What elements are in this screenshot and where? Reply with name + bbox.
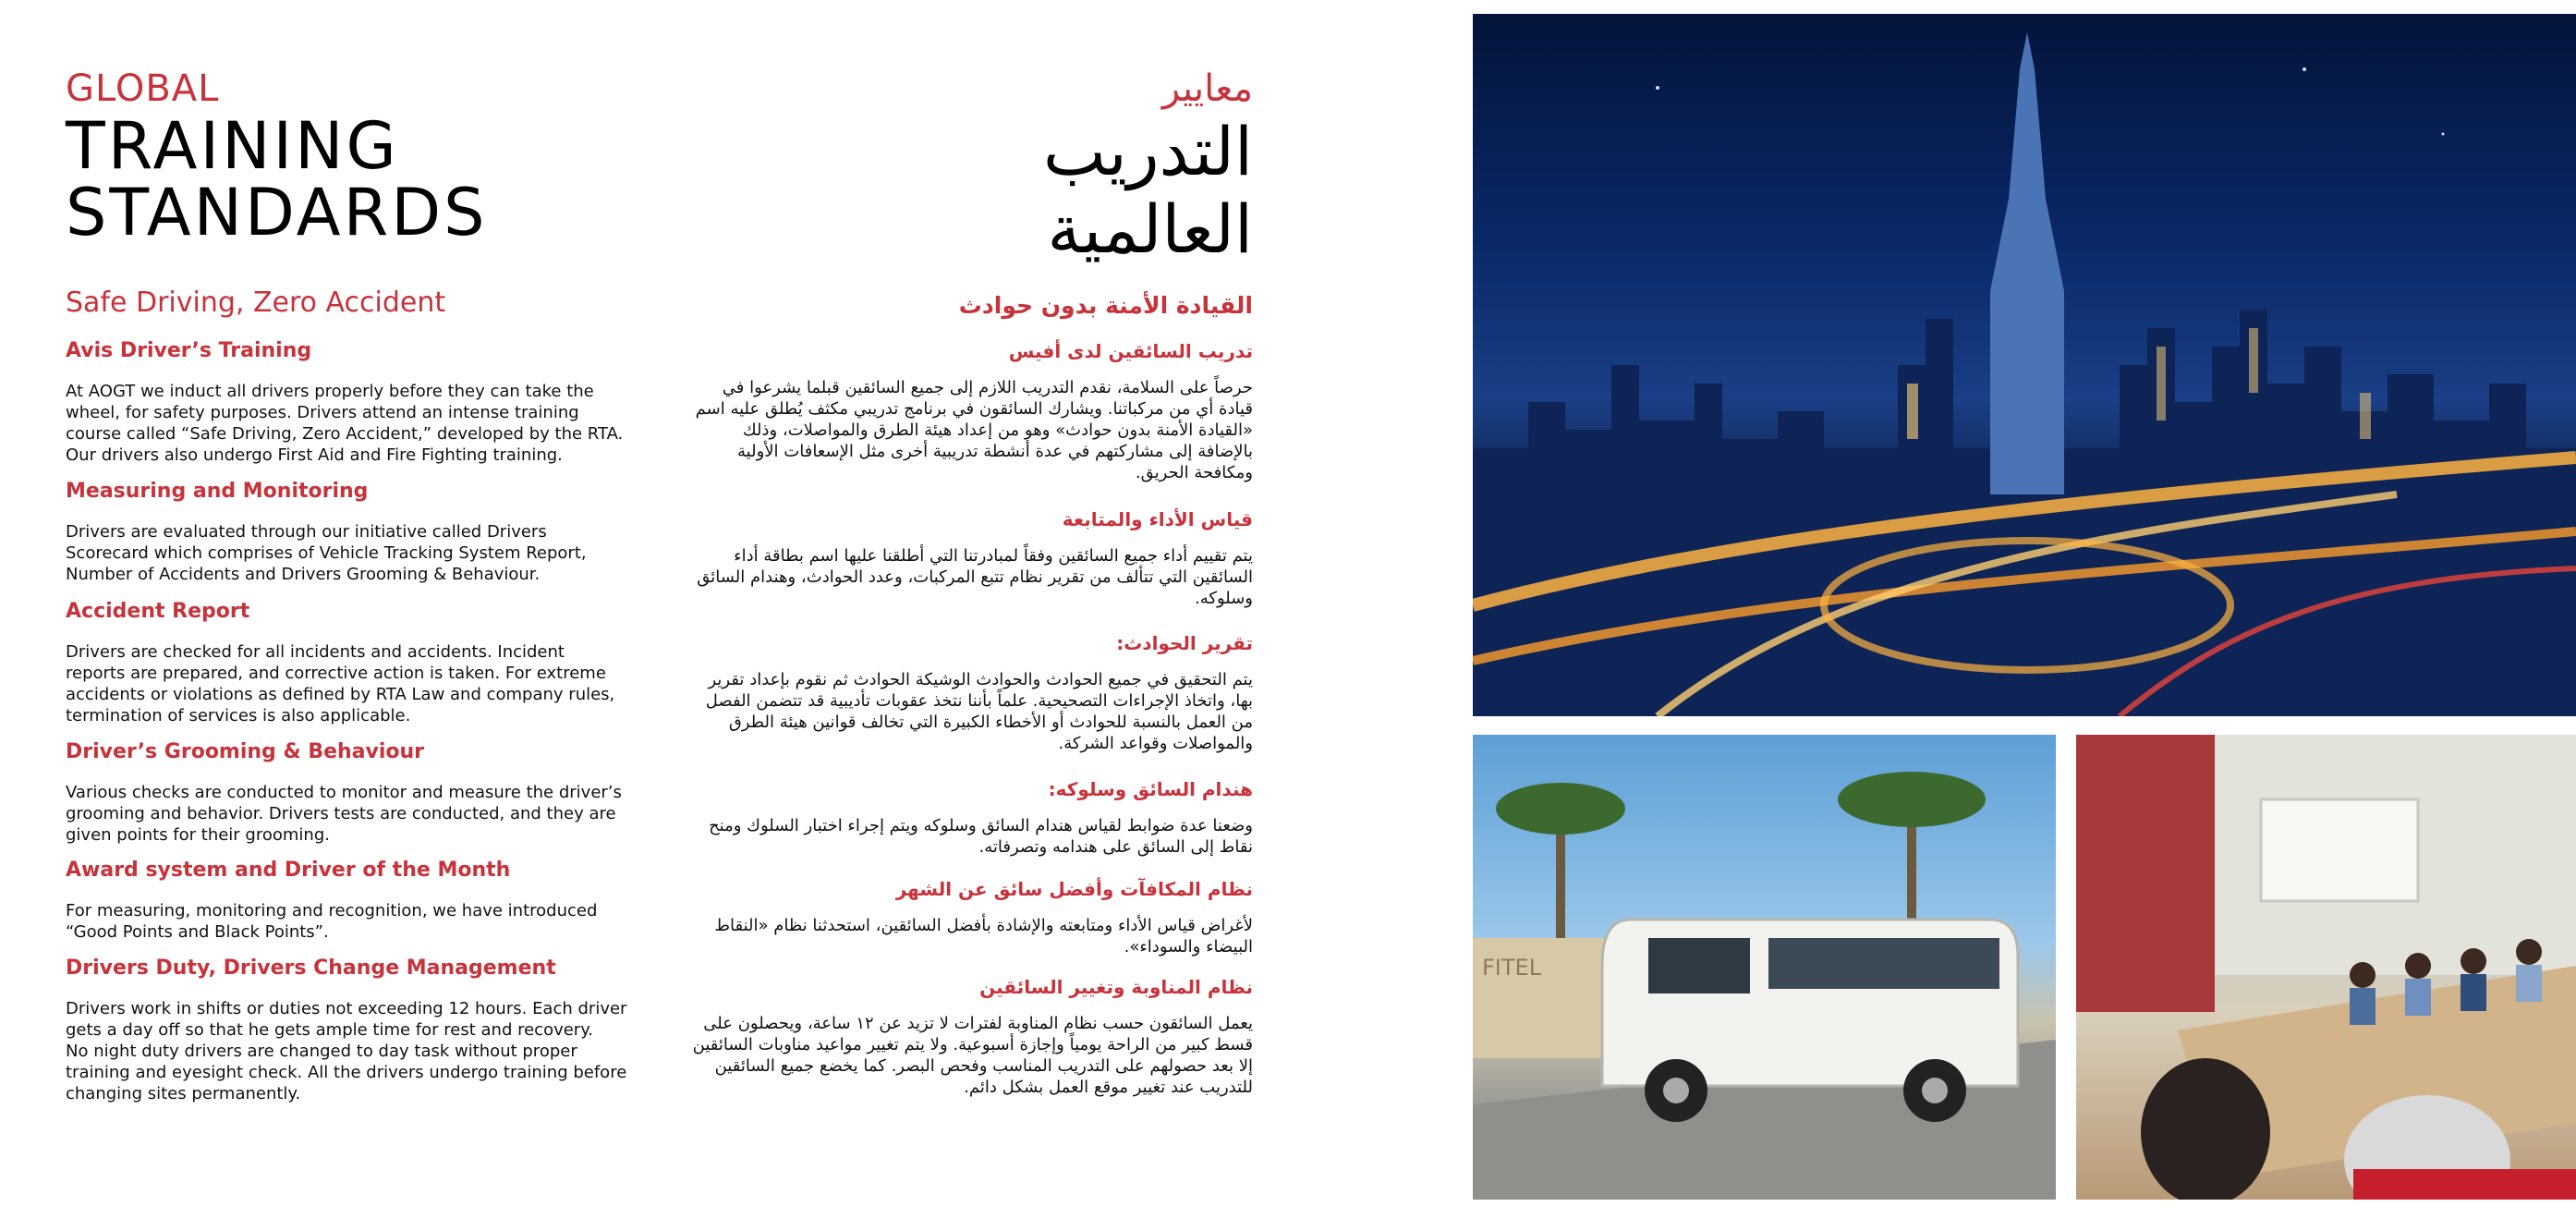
section-accident-report bbox=[66, 599, 629, 726]
section-heading: Driver’s Grooming & Behaviour bbox=[66, 740, 425, 763]
section-heading-ar: نظام المكافآت وأفضل سائق عن الشهر bbox=[895, 878, 1253, 900]
section-body-ar: لأغراض قياس الأداء ومتابعته والإشادة بأفضل السائقين، استحدثنا نظام «النقاط البيضاء والسوداء». bbox=[714, 916, 1253, 957]
section-heading-ar: قياس الأداء والمتابعة bbox=[1062, 508, 1253, 530]
shuttle-bus-illustration bbox=[1473, 735, 2056, 1200]
page-title-line-1: TRAINING bbox=[66, 108, 399, 184]
section-heading: Avis Driver’s Training bbox=[66, 339, 312, 362]
section-drivers-training bbox=[66, 338, 629, 466]
section-heading-ar: تدريب السائقين لدى أفيس bbox=[1008, 340, 1253, 362]
arabic-column bbox=[684, 65, 1253, 1097]
section-measuring-ar bbox=[684, 506, 1253, 609]
page-subtitle-ar: القيادة الأمنة بدون حوادث bbox=[958, 292, 1253, 319]
section-body-ar: يعمل السائقون حسب نظام المناوبة لفترات لا تزيد عن ١٢ ساعة، ويحصلون على قسط كبير من الراحة يومياً وإجازة أسبوعية. ولا يتم تغيير مواعيد مناوبات السائقين إلا بعد حصولهم على التدريب المناسب وفحص البصر. كما يخضع جميع السائقين للتدريب عند تغيير موقع العمل بشكل دائم. bbox=[692, 1014, 1253, 1097]
section-body-ar: يتم التحقيق في جميع الحوادث والحوادث الوشيكة الحوادث ثم نقوم بإعداد تقرير بها، واتخاذ الإجراءات التصحيحية. علماً بأننا نتخذ عقوبات تأديبية قد تتضمن الفصل من العمل بالنسبة للحوادث أو الأخطاء الكبيرة التي تخالف قوانين هيئة الطرق والمواصلات وقواعد الشركة. bbox=[705, 670, 1253, 753]
page-subtitle: Safe Driving, Zero Accident bbox=[66, 286, 446, 319]
section-drivers-training-ar bbox=[684, 338, 1253, 483]
page-title-ar-line-1: التدريب bbox=[1043, 113, 1253, 190]
section-body: Drivers are evaluated through our initiative called Drivers Scorecard which comprises of Vehicle Tracking System Report, Number of Accidents and Drivers Grooming & Behaviour. bbox=[66, 522, 587, 584]
page-title-line-2: STANDARDS bbox=[66, 175, 488, 250]
english-column bbox=[66, 65, 629, 1103]
section-body-ar: وضعنا عدة ضوابط لقياس هندام السائق وسلوكه ويتم إجراء اختبار السلوك ومنح نقاط إلى السائق على هندامه وتصرفاته. bbox=[709, 816, 1253, 857]
section-heading: Drivers Duty, Drivers Change Management bbox=[66, 957, 556, 980]
section-grooming-ar bbox=[684, 776, 1253, 858]
section-grooming bbox=[66, 739, 629, 846]
section-body: At AOGT we induct all drivers properly before they can take the wheel, for safety purposes. Drivers attend an intense training course called “Safe Driving, Zero Accident,” developed by the RTA. Our drivers also undergo First Aid and Fire Fighting training. bbox=[66, 382, 624, 465]
photo-shuttle-bus bbox=[1473, 735, 2056, 1200]
section-award-system-ar bbox=[684, 876, 1253, 957]
section-body: Drivers are checked for all incidents and accidents. Incident reports are prepared, and corrective action is taken. For extreme accidents or violations as defined by RTA Law and company rules, termination of services is also applicable. bbox=[66, 642, 615, 725]
page-title-ar-line-2: العالمية bbox=[1047, 190, 1253, 268]
section-drivers-duty-ar bbox=[684, 974, 1253, 1098]
section-body-ar: حرصاً على السلامة، نقدم التدريب اللازم إلى جميع السائقين قبلما يشرعوا في قيادة أي من مركباتنا. ويشارك السائقون في برنامج تدريبي مكثف يُطلق عليه اسم «القيادة الأمنة بدون حوادث» وهو من إعداد هيئة الطرق والمواصلات، وذلك بالإضافة إلى مشاركتهم في عدة أنشطة تدريبية أخرى مثل الإسعافات الأولية ومكافحة الحريق. bbox=[695, 378, 1253, 482]
section-heading-ar: هندام السائق وسلوكه: bbox=[1048, 778, 1253, 800]
section-heading: Measuring and Monitoring bbox=[66, 480, 369, 503]
section-drivers-duty bbox=[66, 956, 629, 1104]
section-accident-report-ar bbox=[684, 630, 1253, 754]
section-heading: Award system and Driver of the Month bbox=[66, 859, 511, 882]
section-body: Drivers work in shifts or duties not exceeding 12 hours. Each driver gets a day off so that he gets ample time for rest and recovery. No night duty drivers are changed to day task without proper training and eyesight check. All the drivers undergo training before changing sites permanently. bbox=[66, 999, 627, 1103]
section-body-ar: يتم تقييم أداء جميع السائقين وفقاً لمبادرتنا التي أطلقنا عليها اسم بطاقة أداء السائقين التي تتألف من تقرير نظام تتبع المركبات، وعدد الحوادث، وهندام السائق وسلوكه. bbox=[697, 546, 1253, 608]
section-heading-ar: نظام المناوبة وتغيير السائقين bbox=[979, 976, 1253, 998]
section-heading: Accident Report bbox=[66, 600, 250, 623]
section-award-system bbox=[66, 858, 629, 943]
section-heading-ar: تقرير الحوادث: bbox=[1116, 632, 1253, 654]
section-body: For measuring, monitoring and recognition, we have introduced “Good Points and Black Points”. bbox=[66, 901, 598, 942]
photo-city-skyline bbox=[1473, 14, 2576, 716]
section-measuring bbox=[66, 479, 629, 585]
training-room-illustration bbox=[2076, 735, 2576, 1200]
section-body: Various checks are conducted to monitor and measure the driver’s grooming and behavior. Drivers tests are conducted, and they are given points for their grooming. bbox=[66, 783, 622, 845]
heading-kicker: GLOBAL bbox=[66, 67, 220, 110]
city-skyline-illustration bbox=[1473, 14, 2576, 716]
building-sign: FITEL bbox=[1482, 955, 1542, 981]
heading-kicker-ar: معايير bbox=[1161, 67, 1253, 110]
photo-training-room bbox=[2076, 735, 2576, 1200]
